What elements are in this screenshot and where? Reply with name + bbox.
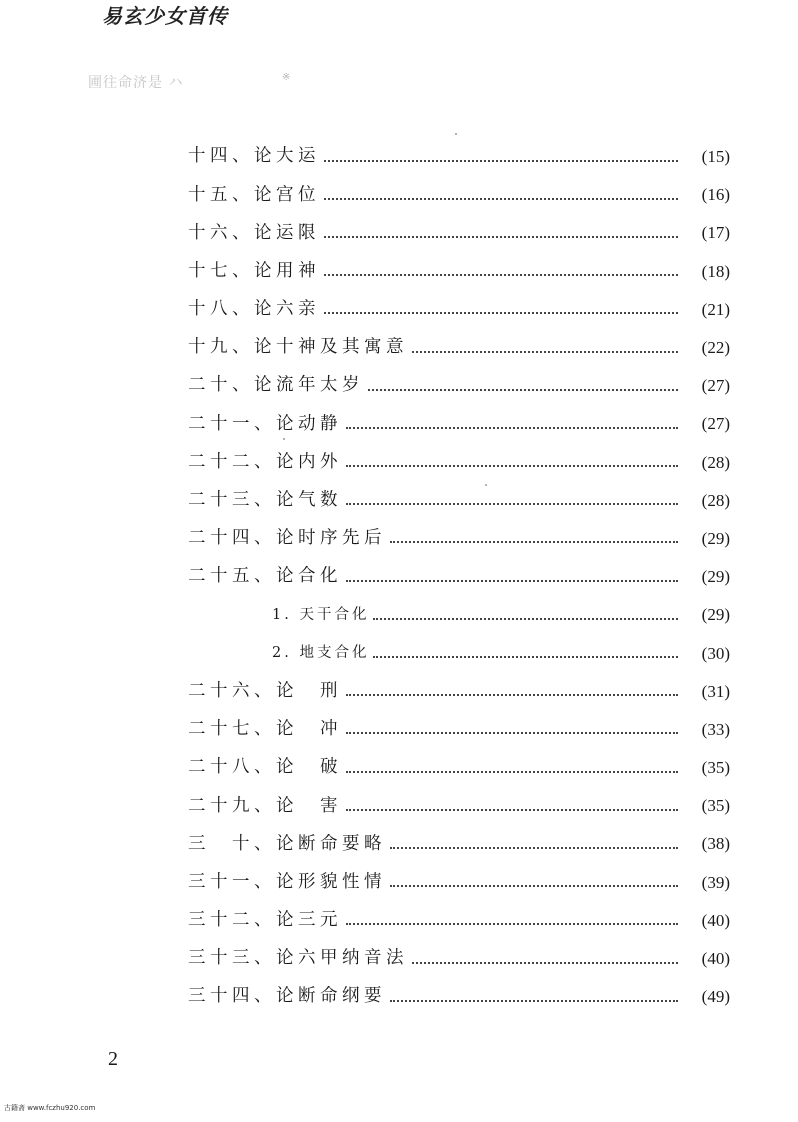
toc-entry[interactable]: [188, 711, 730, 749]
toc-entry-title: 十四、论大运: [188, 146, 320, 167]
toc-entry-page: (29): [701, 528, 730, 548]
toc-subentry[interactable]: [188, 596, 730, 634]
toc-dot-leader: [346, 808, 678, 811]
toc-dot-leader: [324, 311, 678, 314]
toc-dot-leader: [390, 884, 678, 887]
toc-entry-page: (49): [701, 987, 730, 1007]
toc-entry-title: 2. 地支合化: [272, 645, 370, 662]
toc-entry-page: (29): [701, 567, 730, 587]
toc-entry-page: (33): [701, 719, 730, 739]
toc-entry[interactable]: [188, 253, 730, 291]
toc-entry-title: 1. 天干合化: [272, 607, 370, 624]
toc-entry[interactable]: [188, 940, 730, 978]
toc-entry-page: (15): [701, 147, 730, 167]
toc-dot-leader: [346, 579, 678, 582]
scan-speck: [455, 133, 457, 135]
toc-entry-page: (30): [701, 643, 730, 663]
toc-entry[interactable]: [188, 367, 730, 405]
toc-dot-leader: [346, 770, 678, 773]
toc-dot-leader: [412, 350, 678, 353]
toc-entry[interactable]: [188, 176, 730, 214]
toc-entry-title: 十五、论宫位: [188, 184, 320, 205]
toc-entry-page: (27): [701, 414, 730, 434]
toc-entry[interactable]: [188, 749, 730, 787]
toc-entry-page: (27): [701, 376, 730, 396]
toc-entry-page: (18): [701, 261, 730, 281]
toc-entry-page: (40): [701, 910, 730, 930]
toc-entry[interactable]: [188, 864, 730, 902]
toc-entry[interactable]: [188, 902, 730, 940]
toc-dot-leader: [346, 731, 678, 734]
toc-entry-title: 三十三、论六甲纳音法: [188, 948, 408, 969]
toc-entry-title: 十六、论运限: [188, 222, 320, 243]
toc-entry[interactable]: [188, 520, 730, 558]
toc-entry[interactable]: [188, 482, 730, 520]
toc-entry[interactable]: [188, 405, 730, 443]
toc-entry[interactable]: [188, 444, 730, 482]
toc-entry-page: (28): [701, 452, 730, 472]
toc-dot-leader: [412, 961, 678, 964]
toc-entry[interactable]: [188, 978, 730, 1016]
toc-entry-title: 二十二、论内外: [188, 451, 342, 472]
toc-entry[interactable]: [188, 825, 730, 863]
toc-entry-title: 十七、论用神: [188, 260, 320, 281]
toc-entry-title: 二十、论流年太岁: [188, 375, 364, 396]
toc-entry-title: 三 十、论断命要略: [188, 833, 386, 854]
toc-dot-leader: [368, 388, 678, 391]
toc-entry-title: 二十三、论气数: [188, 490, 342, 511]
toc-entry-page: (35): [701, 796, 730, 816]
toc-entry-title: 二十六、论 刑: [188, 680, 342, 701]
toc-entry-title: 三十二、论三元: [188, 910, 342, 931]
toc-entry-title: 二十五、论合化: [188, 566, 342, 587]
toc-dot-leader: [390, 540, 678, 543]
table-of-contents: [188, 138, 730, 1016]
toc-subentry[interactable]: [188, 634, 730, 672]
toc-entry[interactable]: [188, 138, 730, 176]
toc-dot-leader: [346, 922, 678, 925]
toc-entry[interactable]: [188, 291, 730, 329]
toc-dot-leader: [390, 846, 678, 849]
toc-entry-page: (38): [701, 834, 730, 854]
toc-entry-title: 二十九、论 害: [188, 795, 342, 816]
toc-entry-title: 三十四、论断命纲要: [188, 986, 386, 1007]
toc-entry[interactable]: [188, 787, 730, 825]
book-title: 易玄少女首传: [102, 4, 228, 28]
faded-header-text: 圃往命济是 ハ: [88, 75, 184, 91]
toc-entry[interactable]: [188, 329, 730, 367]
toc-entry-page: (21): [701, 299, 730, 319]
footer-source: 古籍斋 www.fczhu920.com: [4, 1104, 96, 1112]
toc-entry-title: 三十一、论形貌性情: [188, 871, 386, 892]
toc-entry-title: 十八、论六亲: [188, 299, 320, 320]
toc-entry-page: (35): [701, 758, 730, 778]
toc-entry-title: 二十八、论 破: [188, 757, 342, 778]
toc-entry[interactable]: [188, 673, 730, 711]
toc-entry-page: (29): [701, 605, 730, 625]
toc-entry[interactable]: [188, 558, 730, 596]
toc-entry-title: 二十一、论动静: [188, 413, 342, 434]
toc-entry-title: 二十四、论时序先后: [188, 528, 386, 549]
toc-entry-page: (22): [701, 338, 730, 358]
toc-entry-title: 十九、论十神及其寓意: [188, 337, 408, 358]
toc-entry-title: 二十七、论 冲: [188, 719, 342, 740]
toc-dot-leader: [346, 693, 678, 696]
toc-dot-leader: [324, 159, 678, 162]
toc-entry-page: (31): [701, 681, 730, 701]
toc-dot-leader: [373, 655, 678, 658]
toc-dot-leader: [324, 197, 678, 200]
toc-dot-leader: [324, 273, 678, 276]
header-mark: ※: [282, 72, 291, 83]
toc-entry-page: (16): [701, 185, 730, 205]
toc-entry-page: (28): [701, 490, 730, 510]
toc-entry-page: (40): [701, 949, 730, 969]
toc-dot-leader: [373, 617, 678, 620]
toc-dot-leader: [346, 464, 678, 467]
toc-entry[interactable]: [188, 214, 730, 252]
page-number: 2: [108, 1048, 118, 1070]
toc-dot-leader: [346, 426, 678, 429]
toc-entry-page: (39): [701, 872, 730, 892]
toc-dot-leader: [324, 235, 678, 238]
toc-dot-leader: [346, 502, 678, 505]
toc-entry-page: (17): [701, 223, 730, 243]
toc-dot-leader: [390, 999, 678, 1002]
